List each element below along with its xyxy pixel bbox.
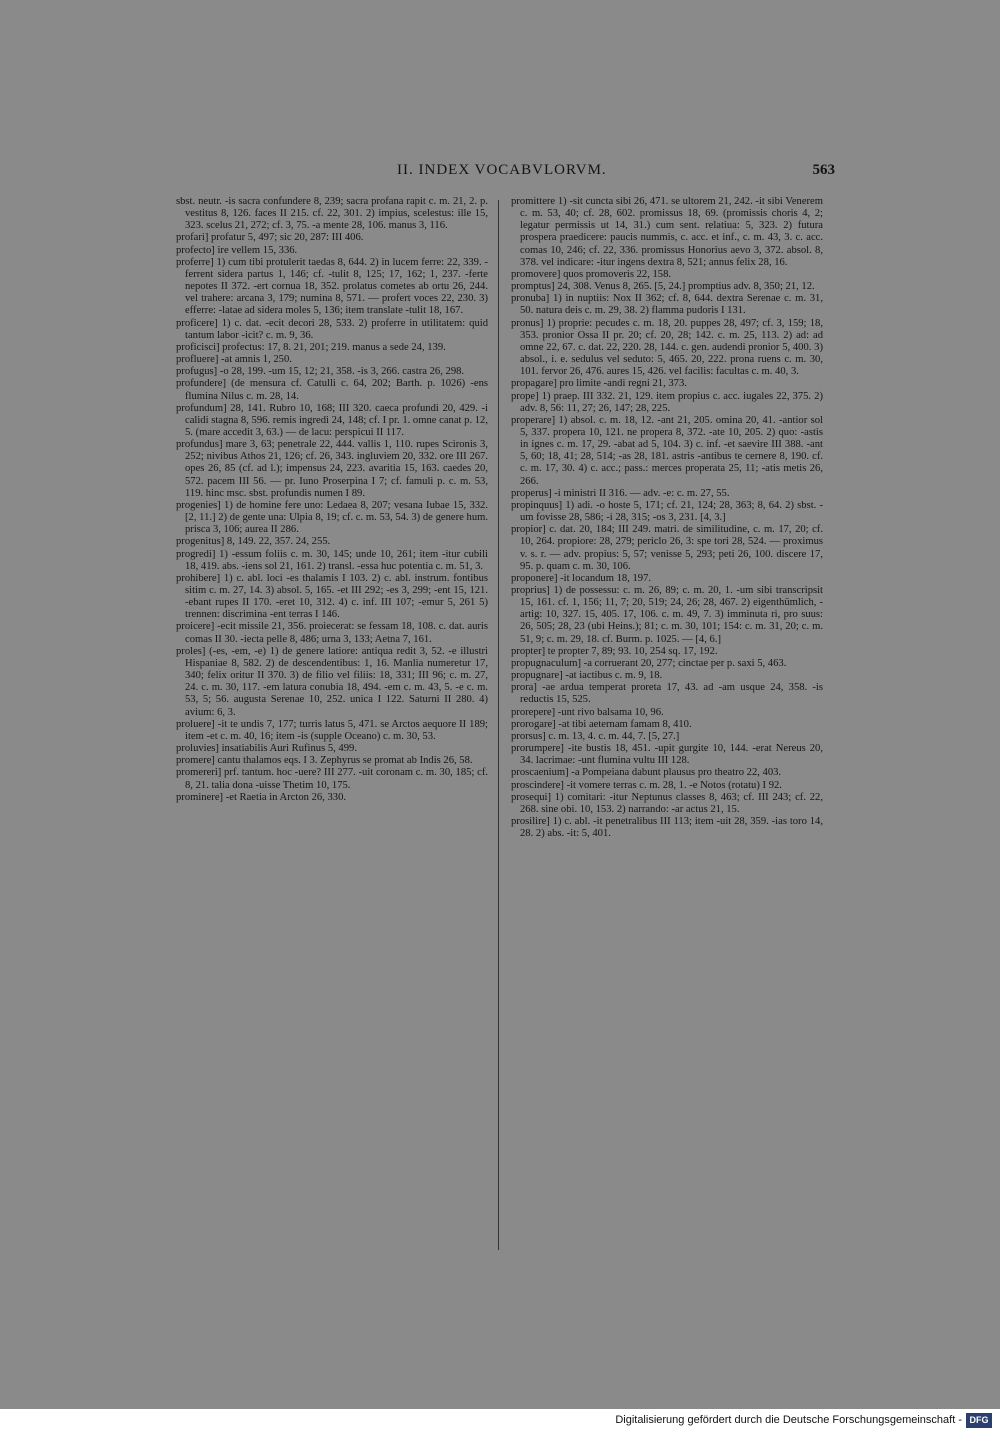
index-entry: profari] profatur 5, 497; sic 20, 287: III 406. [176,232,364,244]
index-entry: progenitus] 8, 149. 22, 357. 24, 255. [176,536,331,548]
running-title: II. INDEX VOCABVLORVM. [397,162,607,178]
index-entry: profluere] -at amnis 1, 250. [176,354,292,366]
index-entry: promptus] 24, 308. Venus 8, 265. [5, 24.] promptius adv. 8, 350; 21, 12. [511,281,815,293]
index-entry: proficere] 1) c. dat. -ecit decori 28, 533. 2) proferre in utilitatem: quid tantum labor -icit? c. m. 9, 36. [176,317,488,341]
index-entry: progenies] 1) de homine fere uno: Ledaea 8, 207; vesana Iubae 15, 332. [2, 11.] 2) de gente una: Ulpia 8, 19; cf. c. m. 53, 54. 3) de genere hum. prisca 3, 106; aurea II 286. [176,499,488,536]
index-entry: promittere 1) -sit cuncta sibi 26, 471. se ultorem 21, 242. -it sibi Venerem c. m. 53, 40; cf. 28, 602. promissus 18, 69. (promissis choris 4, 2; legatur permissis ut 14, 31.) cum sent. relatiua: 5, 323. 2) futura prospera praedicere: paucis nummis, c. acc. et inf., c. m. 43, 3. c. acc. comas 10, 246; cf. 22, 336. promissus Honorius aevo 3, 372. absol. 8, 378. vel indicare: -itur ingens dextra 8, 521; annus felix 28, 16. [511,196,823,268]
index-entry: prorogare] -at tibi aeternam famam 8, 410. [511,718,692,730]
index-entry: profundere] (de mensura cf. Catulli c. 64, 202; Barth. p. 1026) -ens flumina Nilus c. m. 28, 14. [176,378,488,402]
index-entry: prope] 1) praep. III 332. 21, 129. item propius c. acc. iugales 22, 375. 2) adv. 8, 56: 11, 27; 26, 147; 28, 225. [511,390,823,414]
index-entry: prominere] -et Raetia in Arcton 26, 330. [176,791,347,803]
index-entry: proprius] 1) de possessu: c. m. 26, 89; c. m. 20, 1. -um sibi transcripsit 15, 161. cf. 1, 156; 11, 7; 20, 519; 24, 26; 28, 467. 2) eigenthümlich, -artig: 10, 327. 15, 405. 17, 106. c. m. 49, 7. 3) imminuta ri, pro suus: 26, 505; 28, 23 (ubi Heins.); 81; c. m. 30, 101; 154: c. m. 31, 20; c. m. 51, 9; c. m. 29, 18. cf. Burm. p. 1025. — [4, 6.] [511,585,823,645]
page-number: 563 [812,162,835,178]
column-divider [498,200,499,1250]
index-entry: profecto] ire vellem 15, 336. [176,244,298,256]
index-entry: prora] -ae ardua temperat proreta 17, 43. ad -am usque 24, 358. -is reductis 15, 525. [511,682,823,706]
index-entry: propinquus] 1) adi. -o hoste 5, 171; cf. 21, 124; 28, 363; 8, 64. 2) sbst. -um fovisse 28, 586; -i 28, 315; -os 3, 231. [4, 3.] [511,499,823,524]
running-header [175,162,835,186]
index-entry: pronus] 1) proprie: pecudes c. m. 18, 20. puppes 28, 497; cf. 3, 159; 18, 353. pronior Ossa II pr. 20; cf. 20, 28; 142. c. m. 25, 113. 2) ad: ad omne 22, 67. c. dat. 22, 220. 28, 144. c. gen. audendi pronior 5, 400. 3) absol., i. e. sedulus vel seduto: 5, 465. 20, 222. prona ruens c. m. 30, 101. fervor 26, 476. aures 15, 426. vel facilis: facultas c. m. 40, 3. [511,317,823,378]
index-entry: propugnaculum] -a corruerant 20, 277; cinctae per p. saxi 5, 463. [511,657,787,669]
index-entry: proluvies] insatiabilis Auri Rufinus 5, 499. [176,743,357,755]
index-entry: progredi] 1) -essum foliis c. m. 30, 145; unde 10, 261; item -itur cubili 18, 419. abs. -iens sol 21, 161. 2) transl. -essa huc potentia c. m. 51, 3. [176,548,488,572]
index-entry: propior] c. dat. 20, 184; III 249. matri. de similitudine, c. m. 17, 20; cf. 10, 264. propiore: 28, 279; periclo 26, 3: spe tori 28, 524. — proximus v. s. r. — adv. propius: 5, 57; venisse 5, 293; peti 26, 100. discere 17, 95. p. quam c. m. 30, 106. [511,524,823,572]
funding-credit: Digitalisierung gefördert durch die Deutsche Forschungsgemeinschaft - [615,1414,962,1426]
index-entry: propugnare] -at iactibus c. m. 9, 18. [511,670,663,682]
index-entry: sbst. neutr. -is sacra confundere 8, 239; sacra profana rapit c. m. 21, 2. p. vestitus 8, 126. faces II 215. cf. 22, 301. 2) impius, scelestus: ille 15, 323. scelus 21, 272; cf. 3, 75. -a mente 28, 106. manus 3, 116. [176,196,488,232]
left-column [176,196,488,804]
index-entry: proponere] -it locandum 18, 197. [511,572,652,584]
index-entry: pronuba] 1) in nuptiis: Nox II 362; cf. 8, 644. dextra Serenae c. m. 31, 50. natura deis c. m. 29, 38. 2) flamma pudoris I 131. [511,293,823,317]
index-entry: prosilire] 1) c. abl. -it penetralibus III 113; item -uit 28, 359. -ias toro 14, 28. 2) abs. -it: 5, 401. [511,815,823,840]
index-entry: proscaenium] -a Pompeiana dabunt plausus pro theatro 22, 403. [511,767,782,779]
index-entry: prohibere] 1) c. abl. loci -es thalamis I 103. 2) c. abl. instrum. fontibus sitim c. m. 27, 14. 3) absol. 5, 165. -et III 292; -es 3, 299; -ent 15, 121. -ebant rupes II 170. -eret 10, 312. 4) c. inf. III 107; -emur 5, 261 5) trennen: discrimina -ent terras I 146. [176,572,488,621]
index-entry: propagare] pro limite -andi regni 21, 373. [511,378,687,390]
index-entry: promereri] prf. tantum. hoc -uere? III 277. -uit coronam c. m. 30, 185; cf. 8, 21. talia dona -uisse Thetim 10, 175. [176,767,488,791]
index-entry: proscindere] -it vomere terras c. m. 28, 1. -e Notos (rotatu) I 92. [511,779,782,791]
index-entry: promere] cantu thalamos eqs. I 3. Zephyrus se promat ab Indis 26, 58. [176,755,473,767]
index-entry: proicere] -ecit missile 21, 356. proiecerat: se fessam 18, 108. c. dat. auris comas II 30. -iecta pelle 8, 486; urna 3, 133; Aetna 7, 161. [176,621,488,645]
index-entry: prorumpere] -ite bustis 18, 451. -upit gurgite 10, 144. -erat Nereus 20, 34. lacrimae: -unt flumina vultu III 128. [511,743,823,767]
dfg-logo-icon: DFG [966,1413,992,1428]
index-entry: profugus] -o 28, 199. -um 15, 12; 21, 358. -is 3, 266. castra 26, 298. [176,366,465,378]
index-entry: proles] (-es, -em, -e) 1) de genere latiore: antiqua redit 3, 52. -e illustri Hispaniae 8, 582. 2) de descendentibus: 1, 16. Manlia numeretur 17, 340; felix oritur II 370. 3) de filio vel filiis: 18, 331; III 96; c. m. 27, 24. c. m. 30, 117. -em latura conubia 18, 494. -em c. m. 43, 5. -e c. m. 53, 5; 56. augusta Serenae 10, 252. unica I 122. Saturni II 280. 4) avium: 6, 3. [176,645,488,718]
index-entry: propter] te propter 7, 89; 93. 10, 254 sq. 17, 192. [511,645,718,657]
index-entry: profundus] mare 3, 63; penetrale 22, 444. vallis 1, 110. rupes Scironis 3, 252; nivibus Athos 21, 126; cf. 26, 343. ingluviem 20, 332. ore III 267. opes 26, 85 (cf. ad l.); impensus 24, 223. avaritia 15, 163. caedes 20, 572. pacem III 56. — pr. Iuno Proserpina I 7; cf. famuli p. c. m. 53, 119. hinc msc. sbst. profundis numen I 89. [176,439,488,499]
index-entry: prorepere] -unt rivo balsama 10, 96. [511,706,664,718]
index-entry: proficisci] profectus: 17, 8. 21, 201; 219. manus a sede 24, 139. [176,341,446,353]
index-entry: proferre] 1) cum tibi protulerit taedas 8, 644. 2) in lucem ferre: 22, 339. -ferrent sidera partus 1, 146; cf. -tulit 8, 125; 17, 162; 1, 237. -ferte nepotes II 372. -ert cornua 18, 352. prolatus cometes ab ortu 26, 244. vel trahere: arcana 3, 179; numina 8, 571. — profert voces 22, 230. 3) efferre: -latae ad sidera moles 5, 136; item translate -tulit 18, 167. [176,256,488,317]
index-entry: properus] -i ministri II 316. — adv. -e: c. m. 27, 55. [511,487,730,499]
index-entry: prorsus] c. m. 13, 4. c. m. 44, 7. [5, 27.] [511,730,680,742]
right-column [511,196,823,840]
index-entry: prosequi] 1) comitari: -itur Neptunus classes 8, 463; cf. III 243; cf. 22, 268. sine obi. 10, 153. 2) narrando: -ar actus 21, 15. [511,791,823,815]
index-entry: promovere] quos promoveris 22, 158. [511,268,672,280]
index-entry: properare] 1) absol. c. m. 18, 12. -ant 21, 205. omina 20, 41. -antior sol 5, 337. propera 10, 121. ne propera 8, 372. -ate 10, 205. 2) quo: -astis in ignes c. m. 17, 29. -abat ad 5, 104. 3) c. inf. -et saevire III 388. -ant 5, 60; 18, 41; 28, 514; -as 28, 181. astris -antibus te cernere 8, 190. cf. c. m. 17, 30. 4) c. acc.; pass.: merces properata 25, 11; -atis metis 26, 266. [511,414,823,487]
index-entry: profundum] 28, 141. Rubro 10, 168; III 320. caeca profundi 20, 429. -i calidi stagna 8, 596. remis ingredi 24, 148; cf. I pr. 1. omne canat p. 12, 5. (mare accedit 3, 63.) — de lacu: perspicui II 117. [176,402,488,438]
index-entry: proluere] -it te undis 7, 177; turris latus 5, 471. se Arctos aequore II 189; item -et c. m. 40, 16; item -is (supple Oceano) c. m. 30, 53. [176,718,488,742]
footer-bar [0,1409,1000,1434]
